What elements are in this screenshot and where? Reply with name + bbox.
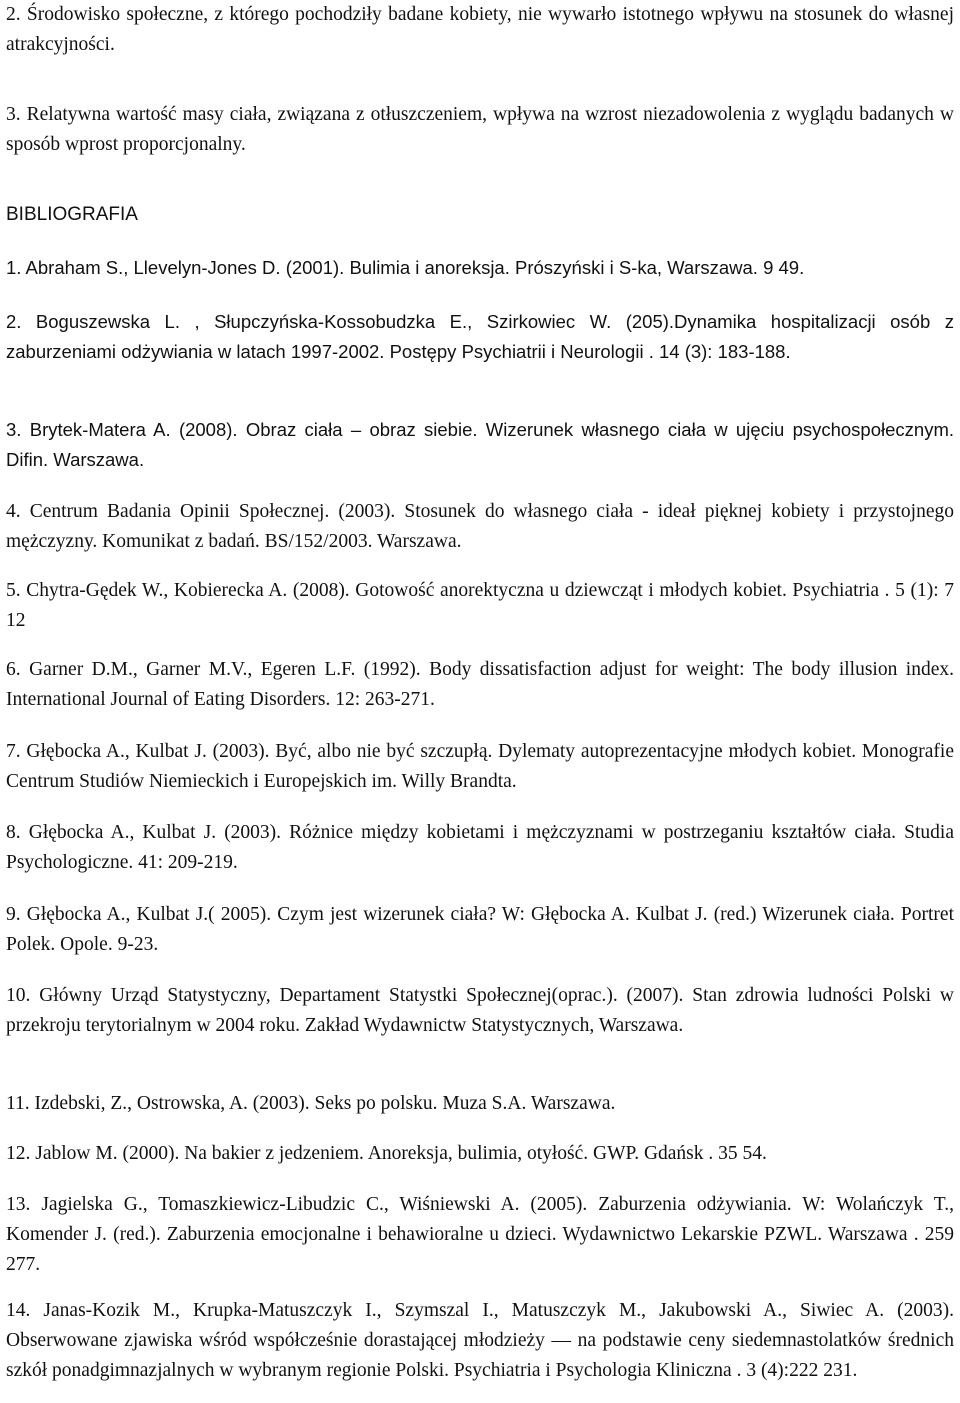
reference-item-2 <box>6 307 954 367</box>
reference-item-5 <box>6 576 954 636</box>
reference-text: 5. Chytra-Gędek W., Kobierecka A. (2008). Gotowość anorektyczna u dziewcząt i młodych kobiet. Psychiatria . 5 (1): 7 12 <box>6 580 954 631</box>
reference-item-8 <box>6 818 954 878</box>
reference-text: 9. Głębocka A., Kulbat J.( 2005). Czym jest wizerunek ciała? W: Głębocka A. Kulbat J. (red.) Wizerunek ciała. Portret Polek. Opole. 9-23. <box>6 904 954 955</box>
reference-text: 11. Izdebski, Z., Ostrowska, A. (2003). Seks po polsku. Muza S.A. Warszawa. <box>6 1093 616 1114</box>
reference-item-12 <box>6 1139 954 1169</box>
reference-item-11 <box>6 1089 954 1119</box>
reference-text: 12. Jablow M. (2000). Na bakier z jedzeniem. Anoreksja, bulimia, otyłość. GWP. Gdańsk . 35 54. <box>6 1143 767 1164</box>
reference-item-4 <box>6 497 954 557</box>
bibliography-heading: BIBLIOGRAFIA <box>6 204 138 225</box>
conclusion-number: 3. <box>6 104 21 125</box>
reference-text: 2. Boguszewska L. , Słupczyńska-Kossobudzka E., Szirkowiec W. (205).Dynamika hospitalizacji osób z zaburzeniami odżywiania w latach 1997-2002. Postępy Psychiatrii i Neurologii . 14 (3): 183-188. <box>6 311 954 362</box>
conclusion-text: Relatywna wartość masy ciała, związana z otłuszczeniem, wpływa na wzrost niezadowolenia z wyglądu badanych w sposób wprost proporcjonalny. <box>6 104 955 155</box>
reference-text: 3. Brytek-Matera A. (2008). Obraz ciała – obraz siebie. Wizerunek własnego ciała w ujęciu psychospołecznym. Difin. Warszawa. <box>6 419 954 470</box>
reference-text: 1. Abraham S., Llevelyn-Jones D. (2001). Bulimia i anoreksja. Prószyński i S-ka, Warszawa. 9 49. <box>6 257 805 278</box>
conclusion-number: 2. <box>6 4 21 25</box>
conclusion-text: Środowisko społeczne, z którego pochodziły badane kobiety, nie wywarło istotnego wpływu na stosunek do własnej atrakcyjności. <box>6 4 954 55</box>
reference-item-9 <box>6 900 954 960</box>
reference-item-3 <box>6 415 954 475</box>
conclusion-item-3 <box>6 100 954 160</box>
reference-item-1 <box>6 253 954 283</box>
reference-text: 10. Główny Urząd Statystyczny, Departament Statystki Społecznej(oprac.). (2007). Stan zdrowia ludności Polski w przekroju terytorialnym w 2004 roku. Zakład Wydawnictw Statystycznych, Warszawa. <box>6 985 954 1036</box>
conclusion-item-2 <box>6 0 954 60</box>
reference-text: 14. Janas-Kozik M., Krupka-Matuszczyk I., Szymszal I., Matuszczyk M., Jakubowski A., Siwiec A. (2003). Obserwowane zjawiska wśród współcześnie dorastającej młodzieży — na podstawie ceny siedemnastolatków średnich szkół ponadgimnazjalnych w wybranym regionie Polski. Psychiatria i Psychologia Kliniczna . 3 (4):222 231. <box>6 1300 954 1381</box>
reference-item-10 <box>6 981 954 1041</box>
reference-item-14 <box>6 1296 954 1386</box>
reference-item-6 <box>6 655 954 715</box>
reference-text: 7. Głębocka A., Kulbat J. (2003). Być, albo nie być szczupłą. Dylematy autoprezentacyjne młodych kobiet. Monografie Centrum Studiów Niemieckich i Europejskich im. Willy Brandta. <box>6 741 954 792</box>
reference-text: 6. Garner D.M., Garner M.V., Egeren L.F. (1992). Body dissatisfaction adjust for weight: The body illusion index. International Journal of Eating Disorders. 12: 263-271. <box>6 659 954 710</box>
reference-text: 8. Głębocka A., Kulbat J. (2003). Różnice między kobietami i mężczyznami w postrzeganiu kształtów ciała. Studia Psychologiczne. 41: 209-219. <box>6 822 954 873</box>
reference-item-7 <box>6 737 954 797</box>
reference-text: 13. Jagielska G., Tomaszkiewicz-Libudzic C., Wiśniewski A. (2005). Zaburzenia odżywiania. W: Wolańczyk T., Komender J. (red.). Zaburzenia emocjonalne i behawioralne u dzieci. Wydawnictwo Lekarskie PZWL. Warszawa . 259 277. <box>6 1194 954 1275</box>
reference-text: 4. Centrum Badania Opinii Społecznej. (2003). Stosunek do własnego ciała - ideał pięknej kobiety i przystojnego mężczyzny. Komunikat z badań. BS/152/2003. Warszawa. <box>6 501 954 552</box>
reference-item-13 <box>6 1190 954 1280</box>
